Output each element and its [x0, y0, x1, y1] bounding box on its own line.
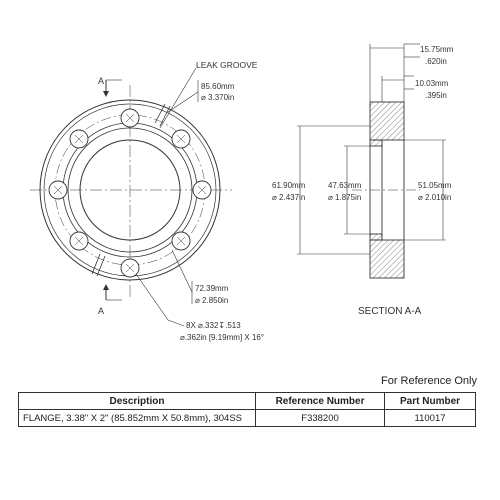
- section-marker-top: A: [97, 76, 104, 86]
- section-top-hatch: [370, 102, 404, 140]
- cell-description: FLANGE, 3.38" X 2" (85.852mm X 50.8mm), 304SS: [19, 410, 256, 427]
- thickness-dim-in: .620in: [425, 57, 447, 66]
- bolt-hole: [172, 232, 190, 250]
- section-view: [352, 102, 422, 317]
- section-marker-bottom: A: [97, 306, 104, 316]
- section-dimension-text: [272, 45, 454, 202]
- bore-dia-dim-in: ⌀ 2.010in: [418, 193, 452, 202]
- cell-reference-number: F338200: [256, 410, 385, 427]
- step-dim-in: .395in: [425, 91, 447, 100]
- bolt-hole: [193, 181, 211, 199]
- cell-part-number: 110017: [385, 410, 476, 427]
- inner-dia-dim-mm: 47.63mm: [328, 181, 362, 190]
- header-part-number: Part Number: [385, 393, 476, 410]
- section-top-step: [370, 140, 382, 146]
- hole-callout-line1: 8X ⌀.332↧.513: [186, 321, 241, 330]
- bolt-hole: [49, 181, 67, 199]
- bolt-hole: [121, 109, 139, 127]
- section-title: SECTION A-A: [358, 306, 422, 317]
- bolt-circle-dim-in: ⌀ 2.850in: [195, 296, 229, 305]
- header-reference-number: Reference Number: [256, 393, 385, 410]
- bolt-hole: [172, 130, 190, 148]
- bolt-hole: [70, 232, 88, 250]
- bolt-circle-dim-mm: 72.39mm: [195, 284, 229, 293]
- step-dim-mm: 10.03mm: [415, 79, 449, 88]
- hole-callout-line2: ⌀.362in [9.19mm] X 16°: [180, 333, 265, 342]
- inner-dia-dim-in: ⌀ 1.875in: [328, 193, 362, 202]
- section-bottom-hatch: [370, 240, 404, 278]
- groove-dim-mm: 85.60mm: [201, 82, 235, 91]
- header-description: Description: [19, 393, 256, 410]
- section-markers: [98, 76, 122, 316]
- groove-slot: [160, 106, 170, 126]
- outer-dia-dim-mm: 61.90mm: [272, 181, 306, 190]
- section-bottom-step: [370, 234, 382, 240]
- bolt-circle-callout: [172, 250, 229, 305]
- outer-dia-dim-in: ⌀ 2.437in: [272, 193, 306, 202]
- table-row: [19, 410, 476, 427]
- leak-groove-label: LEAK GROOVE: [196, 60, 258, 70]
- leak-groove-callout: [160, 60, 258, 128]
- section-dimensions: [297, 44, 446, 254]
- bolt-hole: [70, 130, 88, 148]
- part-table: [18, 392, 476, 427]
- bore-dia-dim-mm: 51.05mm: [418, 181, 452, 190]
- thickness-dim-mm: 15.75mm: [420, 45, 454, 54]
- reference-note: For Reference Only: [381, 375, 477, 387]
- groove-slot: [155, 104, 165, 123]
- groove-dim-in: ⌀ 3.370in: [201, 93, 235, 102]
- table-header-row: [19, 393, 476, 410]
